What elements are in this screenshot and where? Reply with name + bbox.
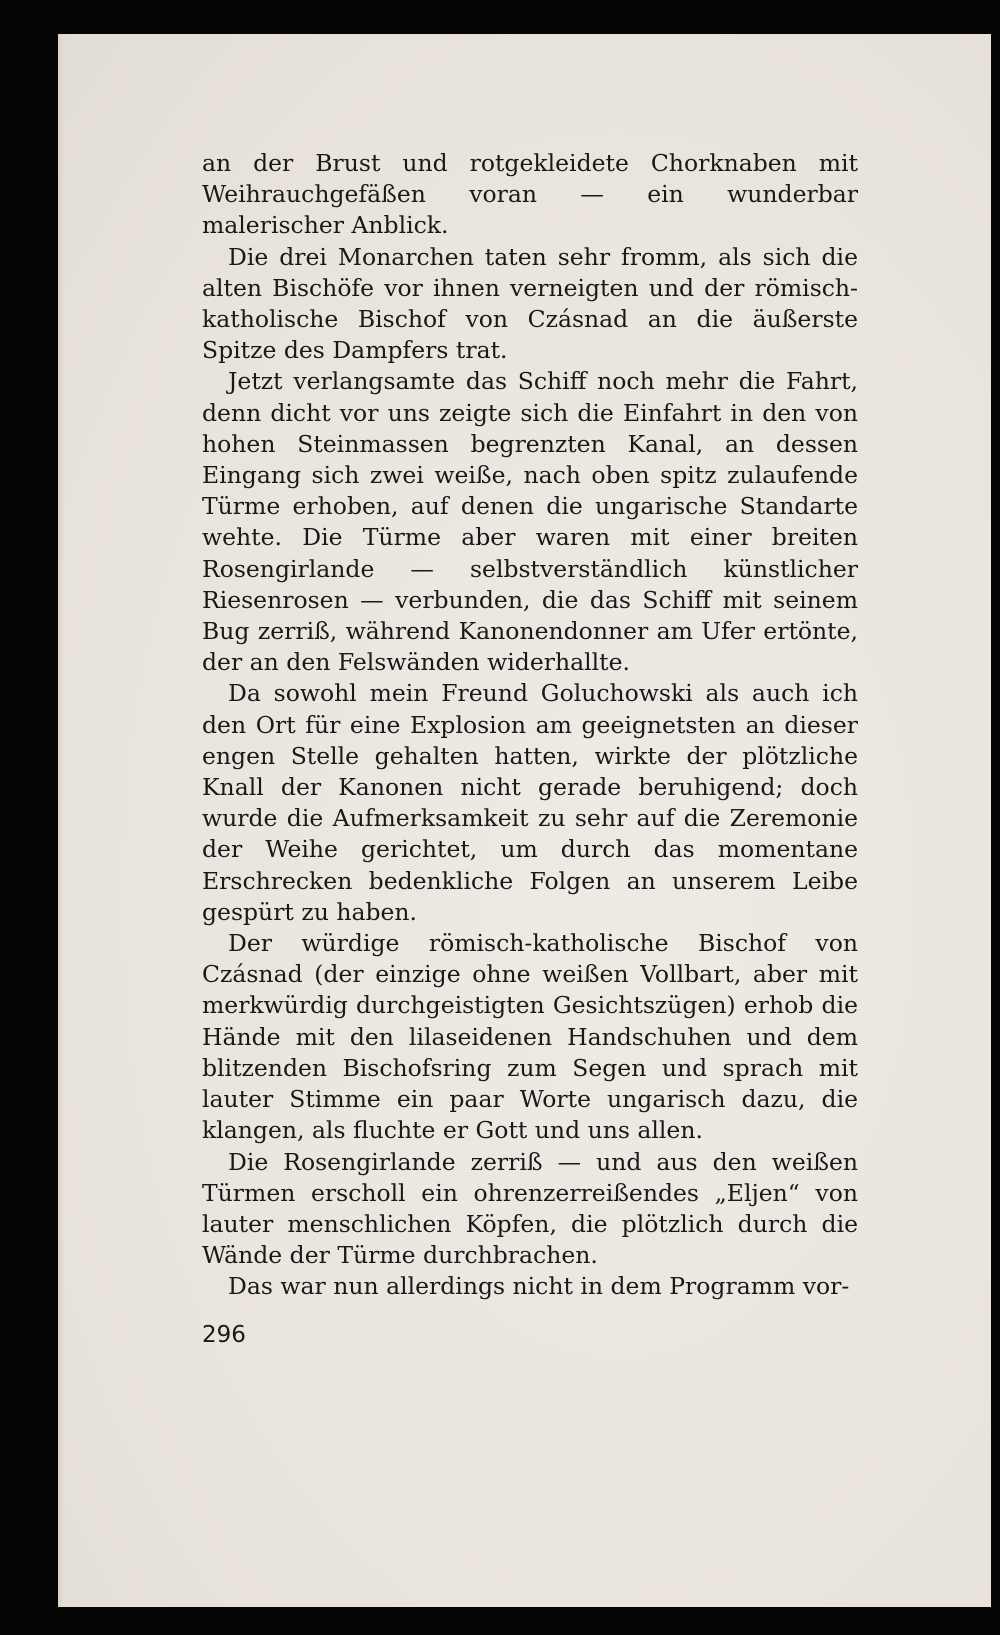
paragraph-1: an der Brust und rotgekleidete Chorknaben mit Weihrauchgefäßen voran — ein wunderbar malerischer Anblick.: [202, 149, 858, 240]
page-number: 296: [202, 1322, 246, 1348]
paragraph-6: Die Rosengirlande zerriß — und aus den weißen Türmen erscholl ein ohrenzerreißendes „Eljen“ von lauter menschlichen Köpfen, die plötzlich durch die Wände der Türme durchbrachen.: [202, 1147, 858, 1270]
paragraph-4: Da sowohl mein Freund Goluchowski als auch ich den Ort für eine Explosion am geeignetsten an dieser engen Stelle gehalten hatten, wirkte der plötzliche Knall der Kanonen nicht gerade beruhigend; doch wurde die Aufmerksamkeit zu sehr auf die Zeremonie der Weihe gerichtet, um durch das momentane Erschrecken bedenkliche Folgen an unserem Leibe gespürt zu haben.: [202, 679, 858, 926]
paragraph-2: Die drei Monarchen taten sehr fromm, als sich die alten Bischöfe vor ihnen verneigten und der römisch-katholische Bischof von Czásnad an die äußerste Spitze des Dampfers trat.: [202, 242, 858, 365]
paragraph-5: Der würdige römisch-katholische Bischof von Czásnad (der einzige ohne weißen Vollbart, aber mit merkwürdig durchgeistigten Gesichtszügen) erhob die Hände mit den lilaseidenen Handschuhen und dem blitzenden Bischofsring zum Segen und sprach mit lauter Stimme ein paar Worte ungarisch dazu, die klangen, als fluchte er Gott und uns allen.: [202, 929, 858, 1145]
page-gutter-shadow: [58, 34, 64, 1607]
paragraph-3: Jetzt verlangsamte das Schiff noch mehr die Fahrt, denn dicht vor uns zeigte sich die Einfahrt in den von hohen Steinmassen begrenzten Kanal, an dessen Eingang sich zwei weiße, nach oben spitz zulaufende Türme erhoben, auf denen die ungarische Standarte wehte. Die Türme aber waren mit einer breiten Rosengirlande — selbstverständlich künstlicher Riesenrosen — verbunden, die das Schiff mit seinem Bug zerriß, während Kanonendonner am Ufer ertönte, der an den Felswänden widerhallte.: [202, 367, 858, 677]
paragraph-7: Das war nun allerdings nicht in dem Programm vor-: [228, 1272, 850, 1301]
body-text: [202, 148, 858, 1303]
